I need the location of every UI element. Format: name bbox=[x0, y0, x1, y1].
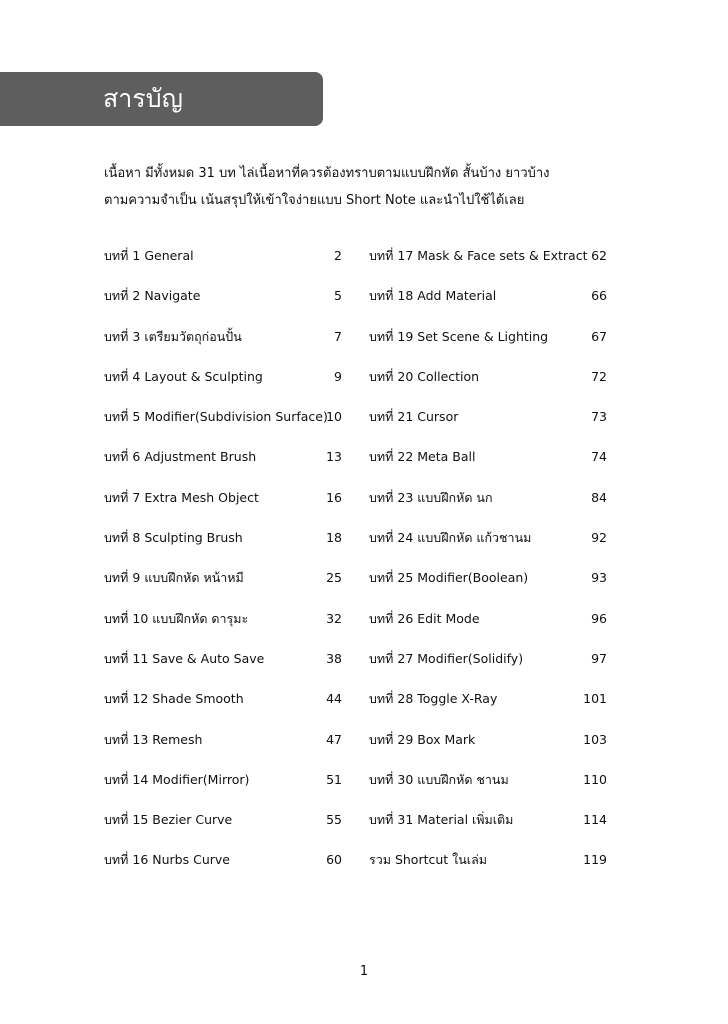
toc-entry[interactable] bbox=[369, 437, 607, 477]
toc-entry-page: 119 bbox=[583, 852, 607, 868]
toc-entry[interactable] bbox=[369, 317, 607, 357]
toc-entry-title: บทที่ 3 เตรียมวัตถุก่อนปั้น bbox=[104, 328, 242, 344]
toc-entry[interactable] bbox=[104, 639, 342, 679]
toc-entry-title: บทที่ 21 Cursor bbox=[369, 409, 459, 425]
toc-entry-page: 101 bbox=[583, 691, 607, 707]
toc-entry[interactable] bbox=[369, 357, 607, 397]
toc-entry-title: บทที่ 14 Modifier(Mirror) bbox=[104, 771, 250, 787]
toc-entry-page: 84 bbox=[591, 489, 607, 505]
toc-entry-page: 7 bbox=[334, 328, 342, 344]
toc-entry[interactable] bbox=[369, 558, 607, 598]
toc-entry-page: 62 bbox=[591, 248, 607, 263]
header-bar bbox=[0, 72, 323, 126]
toc-entry-page: 16 bbox=[326, 489, 342, 505]
toc-entry-page: 10 bbox=[326, 409, 342, 425]
toc-entry-title: บทที่ 2 Navigate bbox=[104, 288, 201, 304]
toc-entry-page: 13 bbox=[326, 449, 342, 465]
toc-entry-title: บทที่ 26 Edit Mode bbox=[369, 610, 480, 626]
toc-entry[interactable] bbox=[369, 760, 607, 800]
toc-entry-title: บทที่ 15 Bezier Curve bbox=[104, 812, 233, 828]
toc-entry-title: บทที่ 8 Sculpting Brush bbox=[104, 530, 243, 546]
intro-line-1: เนื้อหา มีทั้งหมด 31 บท ไล่เนื้อหาที่ควรต้องทราบตามแบบฝึกหัด สั้นบ้าง ยาวบ้าง bbox=[104, 166, 550, 181]
toc-entry-page: 110 bbox=[583, 771, 607, 787]
toc-entry[interactable] bbox=[104, 720, 342, 760]
toc-entry-page: 67 bbox=[591, 328, 607, 344]
toc-entry-page: 97 bbox=[591, 650, 607, 666]
toc-entry[interactable] bbox=[104, 236, 342, 276]
toc-entry-title: บทที่ 11 Save & Auto Save bbox=[104, 650, 265, 666]
toc-entry-page: 38 bbox=[326, 650, 342, 666]
toc-entry[interactable] bbox=[104, 478, 342, 518]
toc-entry-title: บทที่ 17 Mask & Face sets & Extract bbox=[369, 248, 588, 263]
toc-entry[interactable] bbox=[104, 840, 342, 880]
toc-entry-title: บทที่ 12 Shade Smooth bbox=[104, 691, 244, 707]
toc-entry-page: 73 bbox=[591, 409, 607, 425]
toc-entry-page: 96 bbox=[591, 610, 607, 626]
toc-entry-title: บทที่ 30 แบบฝึกหัด ชานม bbox=[369, 771, 509, 787]
toc-entry[interactable] bbox=[369, 840, 607, 880]
toc-entry-title: บทที่ 31 Material เพิ่มเติม bbox=[369, 812, 514, 828]
toc-entry-title: บทที่ 23 แบบฝึกหัด นก bbox=[369, 489, 493, 505]
toc-entry[interactable] bbox=[369, 397, 607, 437]
toc-entry-page: 5 bbox=[334, 288, 342, 304]
toc-entry[interactable] bbox=[369, 800, 607, 840]
toc-entry[interactable] bbox=[104, 599, 342, 639]
toc-entry-title: บทที่ 9 แบบฝึกหัด หน้าหมี bbox=[104, 570, 244, 586]
toc-entry-title: บทที่ 25 Modifier(Boolean) bbox=[369, 570, 529, 586]
page-title: สารบัญ bbox=[103, 84, 183, 113]
toc-entry[interactable] bbox=[104, 437, 342, 477]
toc-entry-page: 44 bbox=[326, 691, 342, 707]
toc-entry-title: บทที่ 28 Toggle X-Ray bbox=[369, 691, 498, 707]
toc-right-column bbox=[369, 236, 607, 881]
toc-entry-page: 51 bbox=[326, 771, 342, 787]
toc-entry[interactable] bbox=[104, 800, 342, 840]
toc-entry-page: 55 bbox=[326, 812, 342, 828]
toc-entry-page: 93 bbox=[591, 570, 607, 586]
toc-entry-title: บทที่ 20 Collection bbox=[369, 368, 480, 384]
toc-entry[interactable] bbox=[104, 397, 342, 437]
toc-entry[interactable] bbox=[104, 558, 342, 598]
toc-entry-title: บทที่ 18 Add Material bbox=[369, 288, 497, 304]
toc-entry[interactable] bbox=[369, 236, 607, 276]
toc-entry[interactable] bbox=[369, 276, 607, 316]
toc-entry-page: 2 bbox=[334, 248, 342, 263]
toc-entry[interactable] bbox=[369, 478, 607, 518]
toc-entry[interactable] bbox=[369, 720, 607, 760]
toc-entry-page: 74 bbox=[591, 449, 607, 465]
toc-entry[interactable] bbox=[104, 760, 342, 800]
toc-entry[interactable] bbox=[104, 276, 342, 316]
toc-entry-title: บทที่ 5 Modifier(Subdivision Surface) bbox=[104, 409, 328, 425]
toc-entry-page: 103 bbox=[583, 731, 607, 747]
toc-entry[interactable] bbox=[369, 679, 607, 719]
toc-entry-title: บทที่ 1 General bbox=[104, 248, 194, 263]
intro-line-2: ตามความจำเป็น เน้นสรุปให้เข้าใจง่ายแบบ Short Note และนำไปใช้ได้เลย bbox=[104, 193, 525, 208]
toc-entry[interactable] bbox=[104, 679, 342, 719]
toc-entry-title: บทที่ 24 แบบฝึกหัด แก้วชานม bbox=[369, 530, 532, 546]
toc-entry[interactable] bbox=[104, 317, 342, 357]
page-number: 1 bbox=[359, 964, 369, 979]
toc-entry-title: บทที่ 29 Box Mark bbox=[369, 731, 476, 747]
toc-entry-page: 47 bbox=[326, 731, 342, 747]
toc-entry-page: 9 bbox=[334, 368, 342, 384]
toc-entry-title: บทที่ 7 Extra Mesh Object bbox=[104, 489, 259, 505]
toc-entry-page: 18 bbox=[326, 530, 342, 546]
toc-entry[interactable] bbox=[104, 357, 342, 397]
toc-entry-title: บทที่ 10 แบบฝึกหัด ดารุมะ bbox=[104, 610, 249, 626]
toc-entry-page: 32 bbox=[326, 610, 342, 626]
toc-left-column bbox=[104, 236, 342, 881]
toc-entry[interactable] bbox=[369, 639, 607, 679]
toc-entry-title: บทที่ 13 Remesh bbox=[104, 731, 203, 747]
toc-entry-page: 114 bbox=[583, 812, 607, 828]
intro-text bbox=[104, 160, 664, 214]
toc-entry-title: บทที่ 19 Set Scene & Lighting bbox=[369, 328, 549, 344]
toc-entry-title: บทที่ 27 Modifier(Solidify) bbox=[369, 650, 524, 666]
toc-entry-title: บทที่ 22 Meta Ball bbox=[369, 449, 476, 465]
toc-entry-page: 60 bbox=[326, 852, 342, 868]
toc-entry-title: รวม Shortcut ในเล่ม bbox=[369, 852, 487, 868]
toc-entry-title: บทที่ 16 Nurbs Curve bbox=[104, 852, 230, 868]
toc-entry-page: 72 bbox=[591, 368, 607, 384]
toc-entry-page: 25 bbox=[326, 570, 342, 586]
toc-entry-title: บทที่ 6 Adjustment Brush bbox=[104, 449, 257, 465]
toc-entry[interactable] bbox=[369, 518, 607, 558]
toc-entry-page: 92 bbox=[591, 530, 607, 546]
toc-entry[interactable] bbox=[104, 518, 342, 558]
toc-entry-title: บทที่ 4 Layout & Sculpting bbox=[104, 368, 263, 384]
toc-entry[interactable] bbox=[369, 599, 607, 639]
toc-entry-page: 66 bbox=[591, 288, 607, 304]
